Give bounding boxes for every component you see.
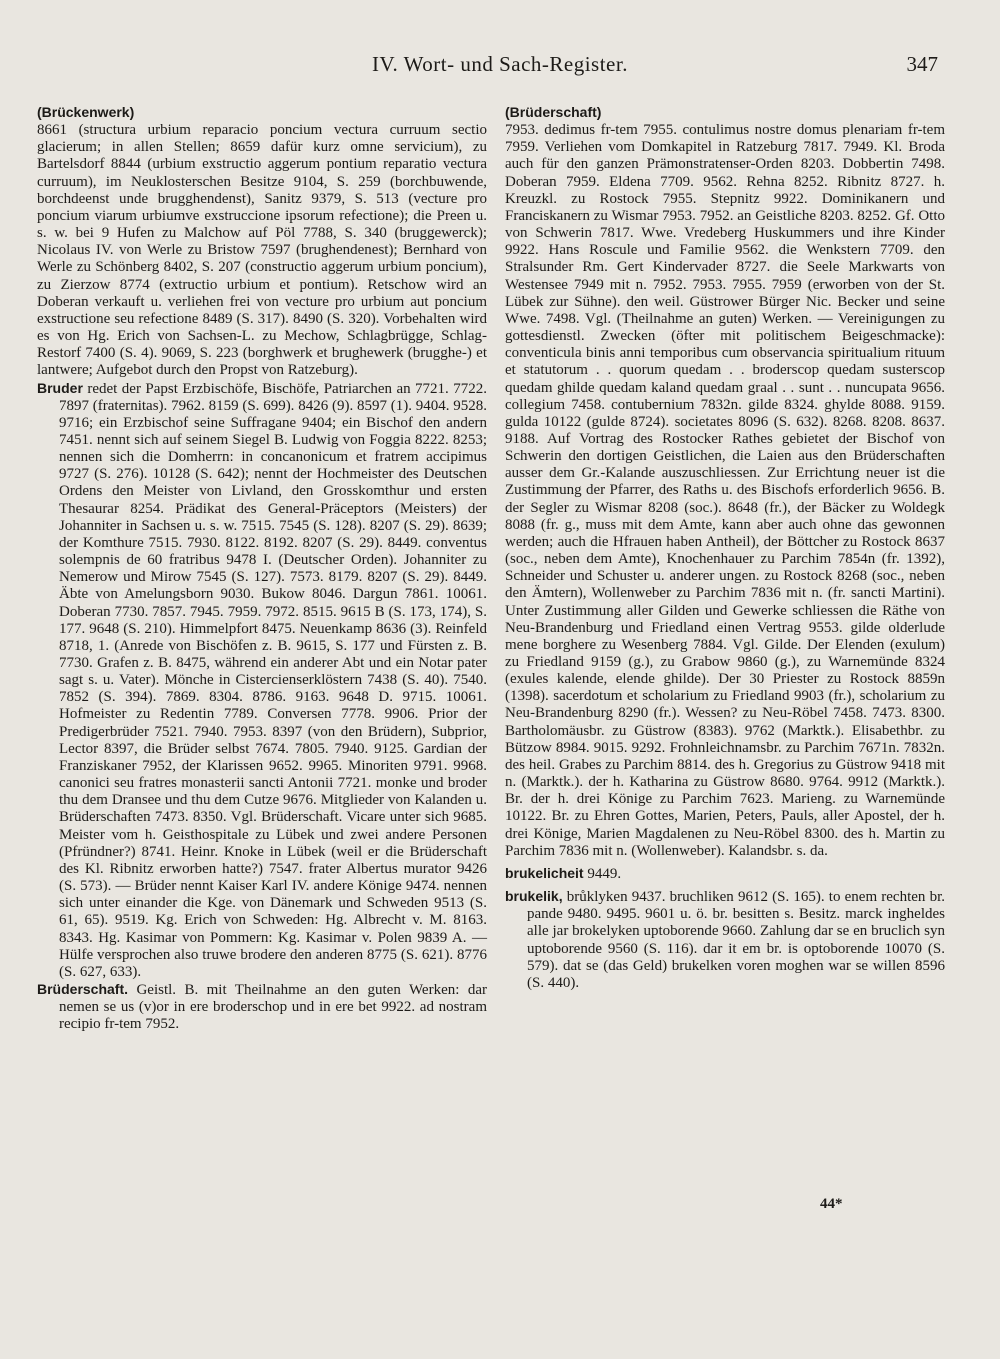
entry-bruderschaft — [37, 981, 487, 1033]
heading-brukelicheit: brukelicheit — [505, 864, 584, 881]
page-number: 347 — [906, 52, 938, 76]
entry-bruderschaft-cont-heading — [505, 104, 945, 122]
signature-mark: 44* — [820, 1196, 843, 1212]
entry-brueckenwerk-heading — [37, 104, 487, 122]
entry-bruderschaft-text: Geistl. B. mit Theilnahme an den guten Werken: dar nemen se us (v)or in ere broderschop und in ere bet 9922. ad nostram recipio fr-tem 7952. — [59, 981, 487, 1033]
entry-bruder — [37, 380, 487, 981]
entry-brukelicheit — [505, 865, 945, 883]
running-header — [0, 52, 1000, 92]
heading-bruderschaft: Brüderschaft. — [37, 980, 129, 997]
heading-brukelik: brukelik, — [505, 888, 563, 905]
page-title: IV. Wort- und Sach-Register. — [372, 52, 628, 76]
entry-brueckenwerk-text: 8661 (structura urbium reparacio poncium vectura curruum sectio glacierum; in allen Stellen; 8659 dafür kurz omne servicium), zu Bartelsdorf 8844 (urbium exstructio aggerum pontium reparatio vectura curruum), im Neuklosterschen Besitze 9104, S. 259 (borchbuwende, borchdeenst unde brugghendenst), Sanitz 9379, S. 513 (vecture pro poncium viarum urbiumve exstruccione ipsorum refectione); die Preen u. s. w. bei 9 Hufen zu Malchow auf Pöl 7788, S. 340 (bruggewerck); Nicolaus IV. von Werle zu Bristow 7597 (brughendenest); Bernhard von Werle zu Schönberg 8402, S. 207 (constructio aggerum urbium poncium), zu Zierzow 8774 (extructio urbium et pontium). Retschow wird an Doberan verkauft u. verliehen frei von vecture pro urbium aut poncium exstructione seu refectione 8489 (S. 317). 8490 (S. 320). Vorbehalten wird es von Hg. Erich von Sachsen-L. zu Mechow, Schlagbrügge, Schlag-Restorf 7400 (S. 4). 9069, S. 223 (borghwerk et brughewerk (brugghe-) et lantwere; Aufgebot durch den Propst von Ratzeburg). — [37, 122, 487, 379]
heading-bruder: Bruder — [37, 379, 83, 396]
right-column — [505, 104, 945, 992]
entry-brukelik — [505, 888, 945, 992]
heading-brueckenwerk: (Brückenwerk) — [37, 104, 135, 120]
entry-bruder-text: redet der Papst Erzbischöfe, Bischöfe, Patriarchen an 7721. 7722. 7897 (fraternitas). 7962. 8159 (S. 699). 8426 (9). 8597 (1). 9404. 9528. 9716; ein Erzbischof seine Suffragane 9404; ein Bischof den andern 7451. nennt sich auf seinem Siegel B. Ludwig von Foggia 8222. 8253; nennen sich die Domherrn: in concanonicum et fratrem accipimus 9727 (S. 276). 10128 (S. 642); nennt der Hochmeister des Deutschen Ordens den Meister von Livland, den Grosskomthur und ersten Thesaurar 8254. Prädikat des General-Präceptors (Meisters) der Johanniter in Sachsen u. s. w. 7515. 7545 (S. 128). 8207 (S. 29). 8639; der Komthure 7515. 7930. 8122. 8192. 8207 (S. 29). 8449. conventus solempnis de 60 fratribus 9478 I. (Deutscher Orden). Johanniter zu Nemerow und Mirow 7545 (S. 127). 7573. 8179. 8207 (S. 29). 8449. Äbte von Amelungsborn 9030. Bukow 8046. Dargun 7861. 10061. Doberan 7730. 7857. 7945. 7959. 7972. 8515. 9615 B (S. 173, 174), S. 177. 9648 (S. 210). Himmelpfort 8475. Neuenkamp 8636 (3). Reinfeld 8718, 1. (Anrede von Bischöfen z. B. 9615, S. 177 und Fürsten z. B. 7730. Grafen z. B. 8475, während ein anderer Abt und ein Notar pater sagt s. u. Vater). Mönche in Cistercienserklöstern 7438 (S. 40). 7540. 7852 (S. 394). 7869. 8304. 8786. 9163. 9648 D. 9715. 10061. Hofmeister zu Redentin 7789. Conversen 7778. 9906. Prior der Predigerbrüder 7521. 7940. 7953. 8397 (von den Brüdern), Subprior, Lector 8397, die Brüder selbst 7674. 7805. 7940. 9125. Gardian der Franziskaner 7952, der Klarissen 9652. 9965. Minoriten 9791. 9968. canonici seu fratres monasterii sancti Antonii 7721. monke und broder thu dem Dransee und thu dem Cutze 9676. Mitglieder von Kalanden u. Brüderschaften 7473. 8350. Vgl. Brüderschaft. Vicare unter sich 9685. Meister vom h. Geisthospitale zu Lübek und zwei andere Personen (Pfründner?) 8741. Heinr. Knoke in Lübek (weil er die Brüderschaft des Kl. Ribnitz erworben hatte?) 7547. frater Albertus murator 9426 (S. 573). — Brüder nennt Kaiser Karl IV. andere Könige 9474. nennen sich unter einander die Kge. von Dänemark und Schweden 9513 (S. 61, 65). 9519. Kg. Erich von Schweden: Hg. Albrecht v. M. 8163. 8343. Hg. Kasimar von Pommern: Kg. Kasimar v. Polen 9839 A. — Hülfe versprochen also truwe brodere den anderen 8775 (S. 621). 8776 (S. 627, 633). — [59, 380, 487, 980]
entry-brukelik-text: brůklyken 9437. bruchliken 9612 (S. 165). to enem rechten br. pande 9480. 9495. 9601 u. ö. br. besitten s. Besitz. marck ingheldes alle jar brokelyken uptoborende 9660. Zahlung dar se en bruclich syn uptoborende 9560 (S. 116). dar it em br. is optoborende 10070 (S. 579). dat se (das Geld) brukelken voren moghen war se willen 8596 (S. 440). — [527, 889, 945, 991]
entry-bruderschaft-cont-text: 7953. dedimus fr-tem 7955. contulimus nostre domus plenariam fr-tem 7959. Verliehen vom Domkapitel in Ratzeburg 7817. 7949. Kl. Broda auch für den ganzen Prämonstratenser-Orden 8203. Dobbertin 7498. Doberan 7959. Eldena 7709. 9562. Rehna 8252. Ribnitz 8727. h. Kreuzkl. zu Rostock 7955. Stepnitz 9922. Dominikanern und Franciskanern zu Wismar 7953. 7952. an Geistliche 8203. 8252. Gf. Otto von Schwerin 7817. Wwe. Vredeberg Huskummers und ihre Kinder 9922. Hans Roscule und Familie 9562. die Wenkstern 7709. den Stralsunder Rm. Gert Kindervader 8727. die Seele Markwarts von Westensee 7949 mit n. 7952. 7953. 7955. 7959 (erworben von der St. Lübek zur Sühne). den weil. Güstrower Bürger Nic. Becker und seine Wwe. 7498. Vgl. (Theilnahme an guten) Werken. — Vereinigungen zu gottesdienstl. Zwecken (öfter mit politischem Beigeschmacke): conventicula binis anni temporibus cum observancia spiritualium rituum et statutorum . . quorum quedam . . broderscop quedam susterscop quedam ghilde quedam kaland quedam graal . . sunt . . nuncupata 9656. collegium 7458. contubernium 7832n. gilde 8324. ghylde 8088. 9159. gulda 10122 (gulde 8724). societates 8096 (S. 632). 8268. 8208. 8637. 9188. Auf Vortrag des Rostocker Rathes gebietet der Bischof von Schwerin den dortigen Geistlichen, die Laien aus den Brüderschaften ausser dem Gr.-Kalande auszuschliessen. Zur Errichtung neuer ist die Zustimmung der Pfarrer, des Raths u. des Bischofs erforderlich 9656. B. der Segler zu Wismar 8208 (soc.). 8648 (fr.), der Bäcker zu Woldegk 8088 (fr. g., muss mit dem Amte, kann aber auch ohne das gewonnen werden; auch die Hfrauen haben Antheil), der Böttcher zu Rostock 8637 (soc., neben dem Amte), Knochenhauer zu Parchim 7854n (fr. 1392), Schneider und Schuster u. anderer ungen. zu Rostock 8268 (soc., neben den Ämtern), Wollenweber zu Parchim 7836 mit n. (fr. sancti Martini). Unter Zustimmung aller Gilden und Gewerke schliessen die Räthe von Neu-Brandenburg und Friedland einen Vertrag 9553. gilde olderlude mene borghere zu Wesenberg 7884. Vgl. Gilde. Der Elenden (exulum) zu Friedland 9159 (g.), zu Grabow 9860 (g.), zu Warnemünde 8324 (exules kalende, elende ghilde). Der 30 Priester zu Rostock 8859n (1398). sacerdotum et scholarium zu Friedland 9903 (fr.), scholarium zu Neu-Brandenburg 8290 (fr.). Wessen? zu Neu-Röbel 7458. 7473. 8300. Bartholomäusbr. zu Güstrow (8383). 9762 (Marktk.). Elisabethbr. zu Bützow 8984. 9015. 9292. Frohnleichnamsbr. zu Parchim 7671n. 7832n. des heil. Grabes zu Parchim 8814. des h. Gregorius zu Güstrow 9418 mit n. (Marktk.). der h. Katharina zu Güstrow 8680. 9764. 9912 (Marktk.). Br. der h. drei Könige zu Parchim 7623. Marieng. zu Warnemünde 10122. Br. zu Ehren Gottes, Marien, Peters, Pauls, aller Apostel, der h. drei Könige, Marien Magdalenen zu Neu-Röbel 8300. des h. Martin zu Parchim 7836 mit n. (Wollenweber). Kalandsbr. s. da. — [505, 122, 945, 859]
left-column — [37, 104, 487, 1033]
heading-bruderschaft-cont: (Brüderschaft) — [505, 104, 602, 120]
entry-brukelicheit-text: 9449. — [587, 865, 622, 882]
